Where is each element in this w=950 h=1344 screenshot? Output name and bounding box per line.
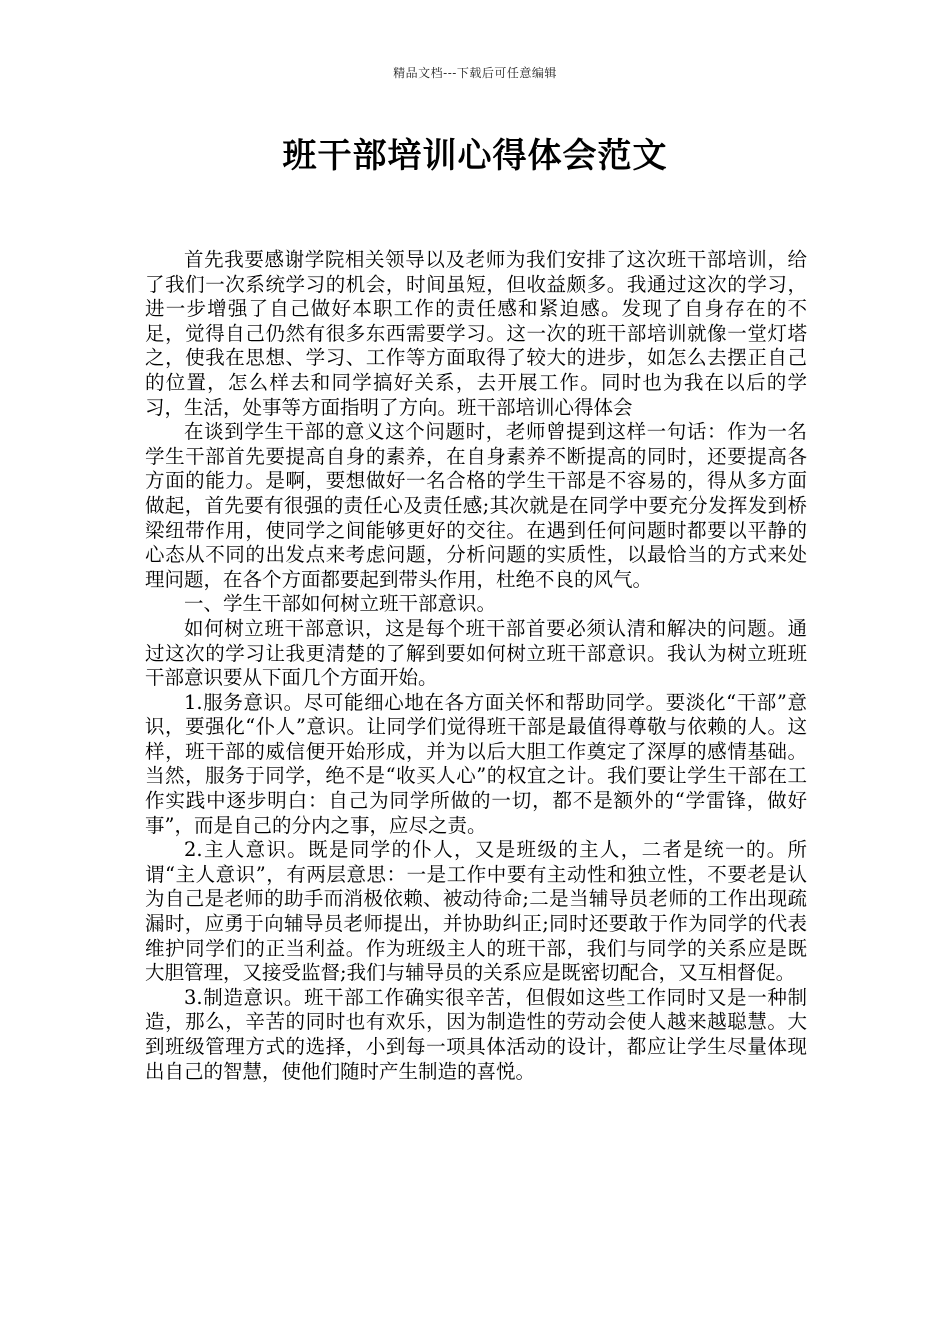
page-title: 班干部培训心得体会范文 [282, 136, 668, 176]
paragraph-awareness: 如何树立班干部意识，这是每个班干部首要必须认清和解决的问题。通过这次的学习让我更清楚的了解到要如何树立班干部意识。我认为树立班班干部意识要从下面几个方面开始。 [145, 616, 807, 690]
paragraph-service: 1.服务意识。尽可能细心地在各方面关怀和帮助同学。要淡化“干部”意识，要强化“仆人”意识。让同学们觉得班干部是最值得尊敬与依赖的人。这样，班干部的威信便开始形成，并为以后大胆工作奠定了深厚的感情基础。当然，服务于同学，绝不是“收买人心”的权宜之计。我们要让学生干部在工作实践中逐步明白：自己为同学所做的一切，都不是额外的“学雷锋，做好事”，而是自己的分内之事，应尽之责。 [145, 690, 807, 837]
paragraph-meaning: 在谈到学生干部的意义这个问题时，老师曾提到这样一句话：作为一名学生干部首先要提高自身的素养，在自身素养不断提高的同时，还要提高各方面的能力。是啊，要想做好一名合格的学生干部是不容易的，得从多方面做起，首先要有很强的责任心及责任感;其次就是在同学中要充分发挥发到桥梁纽带作用，使同学之间能够更好的交往。在遇到任何问题时都要以平静的心态从不同的出发点来考虑问题，分析问题的实质性，以最恰当的方式来处理问题，在各个方面都要起到带头作用，杜绝不良的风气。 [145, 420, 807, 591]
section-heading-1: 一、学生干部如何树立班干部意识。 [184, 592, 497, 616]
document-body [145, 248, 807, 1084]
paragraph-creation: 3.制造意识。班干部工作确实很辛苦，但假如这些工作同时又是一种制造，那么，辛苦的同时也有欢乐，因为制造性的劳动会使人越来越聪慧。大到班级管理方式的选择，小到每一项具体活动的设计，都应让学生尽量体现出自己的智慧，使他们随时产生制造的喜悦。 [145, 985, 807, 1083]
paragraph-intro: 首先我要感谢学院相关领导以及老师为我们安排了这次班干部培训，给了我们一次系统学习的机会，时间虽短，但收益颇多。我通过这次的学习，进一步增强了自己做好本职工作的责任感和紧迫感。发现了自身存在的不足，觉得自己仍然有很多东西需要学习。这一次的班干部培训就像一堂灯塔之，使我在思想、学习、工作等方面取得了较大的进步，如怎么去摆正自己的位置，怎么样去和同学搞好关系，去开展工作。同时也为我在以后的学习，生活，处事等方面指明了方向。班干部培训心得体会 [145, 248, 807, 419]
header-note: 精品文档---下载后可任意编辑 [393, 66, 557, 80]
paragraph-ownership: 2.主人意识。既是同学的仆人，又是班级的主人，二者是统一的。所谓“主人意识”，有两层意思：一是工作中要有主动性和独立性，不要老是认为自己是老师的助手而消极依赖、被动待命;二是当辅导员老师的工作出现疏漏时，应勇于向辅导员老师提出，并协助纠正;同时还要敢于作为同学的代表维护同学们的正当利益。作为班级主人的班干部，我们与同学的关系应是既大胆管理，又接受监督;我们与辅导员的关系应是既密切配合，又互相督促。 [145, 838, 807, 985]
